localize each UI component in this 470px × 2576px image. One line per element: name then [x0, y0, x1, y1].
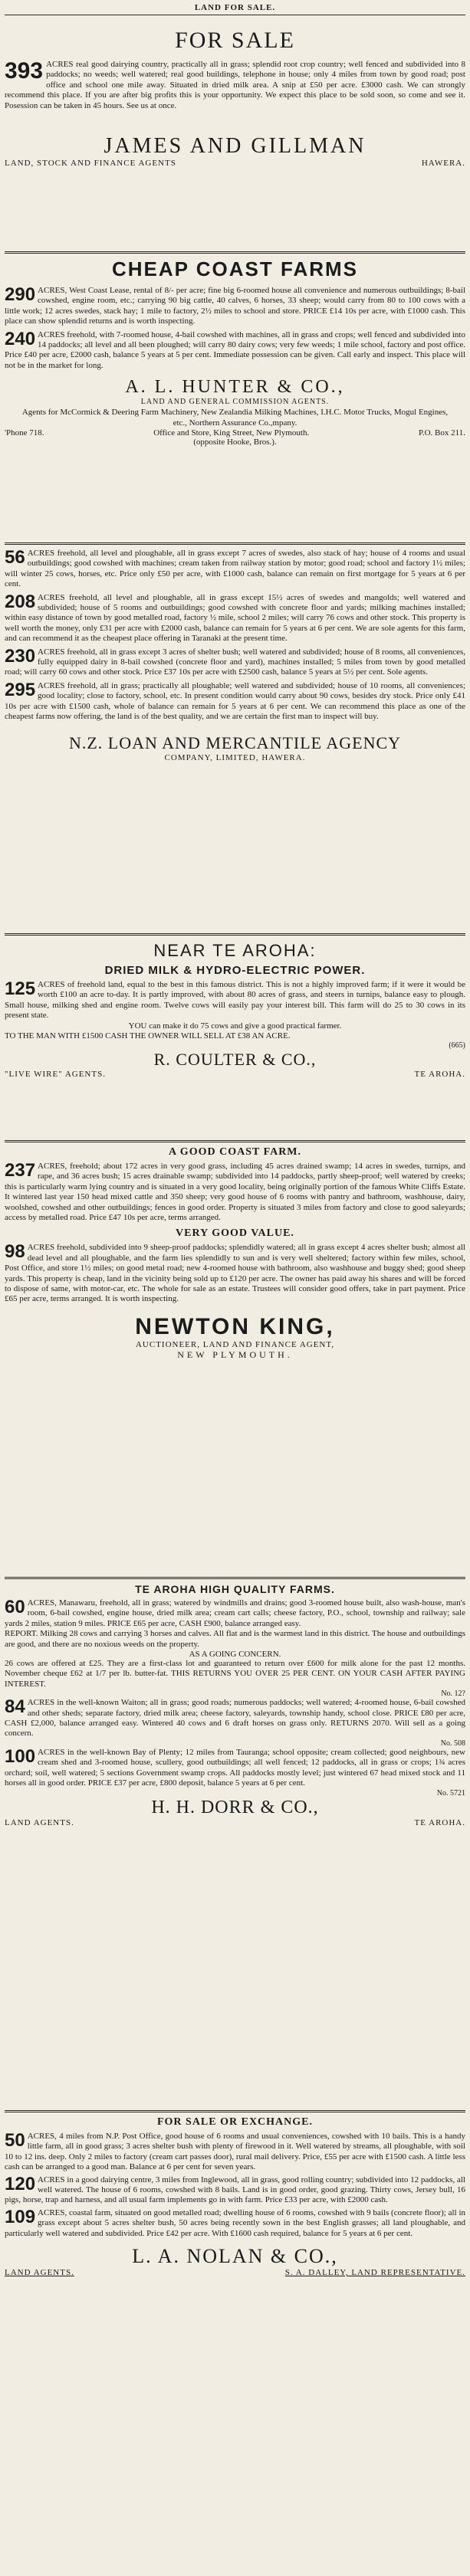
divider [5, 1140, 465, 1142]
ad-text [5, 60, 465, 111]
ad-body: ACRES real good dairying country, practically all in grass; splendid root crop country; well fenced and subdivided into 8 paddocks; no weeds; well watered; real good buildings, telephone in house; only 4 miles from town by good road; post office and school one mile away. Situated in dried milk area. A snip at £50 per acre. £3000 cash. We can strongly recommend this place. If you are after big profits this is your opportunity. We expect this place to be sold soon, so come and see it. Posession can be taken in 45 hours. See us at once. [5, 60, 465, 110]
ad-ref: (665) [449, 1041, 465, 1050]
ad-body: ACRES freehold, with 7-roomed house, 4-bail cowshed with machines, all in grass and crops; well fenced and subdivided into 14 paddocks; all level and all been ploughed; will carry 80 dairy cows; very few weeds; 1 mile school, factory and post office. Price £40 per acre, £2000 cash, balance 5 years at 5 per cent. Immediate possession can be given. Call early and inspect. This place will not be in the market for long. [5, 329, 465, 370]
ad-ref: No. 508 [440, 1739, 465, 1748]
ad-report: REPORT. Milking 28 cows and carrying 3 horses and calves. All flat and is the warmest land in this district. The house and outbuildings are good, and there are no noxious weeds on the property. [5, 1629, 465, 1649]
ad-body: ACRES in a good dairying centre, 3 miles from Inglewood, all in grass, good rolling country; subdivided into 12 paddocks, all well watered. The house of 6 rooms, cowshed with 8 bails. Land is in good order, good grazing. Thirty cows, Jersey bull, 16 pigs, horse, trap and harness, and all usual farm implements go in with farm. Price £33 per acre, with £2000 cash. [5, 2175, 465, 2205]
ad-body: ACRES, West Coast Lease, rental of 8/- per acre; fine big 6-roomed house all convenience and numerous outbuildings; 8-bail cowshed, engine room, etc.; carrying 90 big cattle, 40 calves, 6 horses, 33 sheep; would carry from 80 to 100 cows with a little work; 12 acres swedes, stack hay; 1 mile to factory, 2½ miles to school and store. PRICE £14 10s per acre, with £1000 cash. This place can show splendid returns and is worth inspecting. [5, 286, 465, 326]
acreage-number: 125 [5, 978, 36, 999]
ad-newton-king [5, 1146, 465, 1361]
ad-subheading: AS A GOING CONCERN. [189, 1650, 281, 1660]
ad-body: ACRES freehold, subdivided into 9 sheep-proof paddocks; splendidly watered; all in grass except 4 acres shelter bush; almost all dead level and all ploughable, and the farm lies splendidly to sun and is very well sheltered; factory within few miles, school, Post Office, and store 1½ miles; on good metal road; new 4-roomed house with bathroom, also washhouse and buggy shed; good sheep yards. This property is cheap, land in the vicinity being sold up to £120 per acre. The owner has paid away his shares and will be forced to dispose of same, with motor-car, etc. The whole for sale as an estate. Trustees will consider good offers, take in part payment. Price £65 per acre, terms arranged. It is worth inspecting. [5, 1243, 465, 1304]
ad-text [5, 1745, 465, 1789]
ad-text [5, 647, 465, 678]
contact-row [5, 428, 465, 438]
acreage-number: 120 [5, 2173, 36, 2194]
agent-town: NEW PLYMOUTH. [177, 1349, 293, 1360]
agent-name: L. A. NOLAN & CO., [132, 2245, 338, 2268]
agent-town: TE AROHA. [414, 1817, 465, 1827]
ad-heading: FOR SALE OR EXCHANGE. [156, 2116, 314, 2128]
acreage-number: 290 [5, 284, 36, 305]
ad-line: YOU can make it do 75 cows and give a good practical farmer. [128, 1021, 342, 1031]
po-box: P.O. Box 211. [418, 428, 465, 438]
ad-coulter [5, 941, 465, 1079]
ad-text [5, 549, 465, 590]
agent-subline [5, 1818, 465, 1827]
agent-role: "LIVE WIRE" AGENTS. [5, 1070, 106, 1080]
section-header [5, 0, 465, 15]
ad-body: ACRES in the well-known Waiton; all in grass; good roads; numerous paddocks; well watered; 4-roomed house, 6-bail cowshed and other sheds; separate factory, dried milk area; cheese factory, saleyards, township handy, school close. PRICE £80 per acre, CASH £2,000, balance arranged easy. Wintered 40 cows and 6 draft horses on grass only. RETURNS 2070. Will sell as a going concern. [5, 1698, 465, 1739]
acreage-number: 109 [5, 2206, 36, 2227]
acreage-number: 295 [5, 679, 36, 700]
agent-subline: LAND AND GENERAL COMMISSION AGENTS. [140, 398, 330, 407]
ad-heading: VERY GOOD VALUE. [176, 1227, 294, 1240]
agent-subline: COMPANY, LIMITED, HAWERA. [164, 752, 306, 762]
divider [5, 1577, 465, 1579]
ad-text [5, 1698, 465, 1739]
ad-nz-loan [5, 549, 465, 762]
ad-text [5, 1162, 465, 1223]
agent-subline [5, 1070, 465, 1079]
acreage-number: 60 [5, 1597, 25, 1617]
ad-body: ACRES freehold, all in grass except 3 acres of shelter bush; well watered and subdivided; house of 8 rooms, all conveniences, fully equipped dairy in 8-bail cowshed (concrete floor and yard), machines installed; 5 miles from town by good metalled road; will carry 60 cows and other stock. Price £37 10s per acre with £2500 cash, balance 5 years at 5½ per cent. Sole agents. [5, 647, 465, 677]
agent-name: H. H. DORR & CO., [151, 1797, 319, 1817]
agent-subline [5, 159, 465, 168]
ad-hunter [5, 257, 465, 447]
acreage-number: 84 [5, 1696, 25, 1718]
acreage-number: 230 [5, 645, 36, 667]
opposite-note: (opposite Hooke, Bros.). [193, 438, 277, 447]
ad-text [5, 2208, 465, 2239]
acreage-number: 56 [5, 547, 25, 568]
ad-text [5, 286, 465, 327]
agent-name: A. L. HUNTER & CO., [125, 377, 345, 398]
ad-heading: NEAR TE AROHA: [153, 941, 317, 960]
divider [5, 542, 465, 545]
divider [5, 2110, 465, 2112]
ad-text [5, 681, 465, 723]
agent-representative: S. A. DALLEY, LAND REPRESENTATIVE. [284, 2268, 465, 2278]
acreage-number: 50 [5, 2130, 25, 2151]
ad-dorr [5, 1583, 465, 1827]
ad-nolan [5, 2116, 465, 2277]
ad-text [5, 1243, 465, 1304]
ad-heading: CHEAP COAST FARMS [112, 257, 358, 280]
acreage-number: 393 [5, 58, 44, 84]
acreage-number: 240 [5, 328, 36, 349]
agent-subline [5, 2268, 465, 2277]
agents-for: Agents for McCormick & Deering Farm Machinery, New Zealandia Milking Machines, I.H.C. Motor Trucks, Mogul Engines, etc., Northern Assurance Co.,mpany. [21, 408, 449, 428]
agent-name: R. COULTER & CO., [153, 1050, 317, 1070]
acreage-number: 100 [5, 1745, 36, 1767]
ad-text [5, 330, 465, 372]
acreage-number: 208 [5, 591, 36, 612]
ad-body: ACRES freehold, all in grass; practically all ploughable; well watered and subdivided; house of 10 rooms, all conveniences; good locality; close to factory, school, etc. In present condition would carry about 90 cows, besides dry stock. Price only £41 10s per acre with £1500 cash, whole of balance can remain for 5 years at 6 per cent. We can recommend this place as one of the cheapest farms now offering, the land is of the best quality, and we are certain the first man to inspect will buy. [5, 680, 465, 722]
ad-body: ACRES of freehold land, equal to the best in this famous district. This is not a highly improved farm; if it were it would be worth £100 an acre to-day. It is partly improved, with about 80 acres of grass, and steers in turnips, balance easy to plough. Small house, milking shed and engine room. Twelve cows will easily pay your interest bill. This farm will do 25 to 30 cows in its present state. [5, 980, 465, 1021]
phone: 'Phone 718. [5, 428, 44, 438]
ad-text: 26 cows are offered at £25. They are a first-class lot and guaranteed to return over £600 for milk alone for the past 12 months. November cheque £62 at 1/7 per lb. butter-fat. THIS RETURNS YOU OVER 25 PER CENT. ON YOUR CASH AFTER PAYING INTEREST. [5, 1659, 465, 1689]
acreage-number: 98 [5, 1241, 25, 1263]
ad-body: ACRES in the well-known Bay of Plenty; 12 miles from Tauranga; school opposite; cream collected; good neighbours, new cream shed and 3-roomed house, scullery, good outbuildings; all well fenced; 12 paddocks, all in grass or crops; 1¾ acres orchard; soil, well watered; 5 sections Government swamp crops. All paddocks mostly level; just wintered 67 head mixed stock and 11 horses all in good order. PRICE £37 per acre, £800 deposit, balance 5 years at 6 per cent. [5, 1747, 465, 1788]
ad-body: ACRES freehold, all level and ploughable, all in grass except 15½ acres of swedes and mangolds; well watered and subdivided; house of 5 rooms and outbuildings; good cowshed with concrete floor and yards; milking machines installed; within easy distance of town by good metalled road, factory ½ mile, school 2 miles; will carry 76 cows and other stock. This property is well worth the money, only £31 per acre with £2000 cash, balance can remain for 5 years at 6 per cent. We are sole agents for this farm, and can recommend it as the cheapest place offering in Taranaki at the present time. [5, 592, 465, 644]
ad-text [5, 593, 465, 644]
ad-body: ACRES freehold, all level and ploughable, all in grass except 7 acres of swedes, also stack of hay; house of 4 rooms and usual outbuildings; good cowshed with machines; cream taken from railway station by motor; good road; school and factory 1½ miles; will winter 25 cows, horses, etc. Price only £50 per acre, with £1000 cash, balance can remain on first mortgage for 5 years at 6 per cent. [5, 549, 465, 589]
ad-ref: No. 12? [441, 1689, 465, 1699]
ad-james-gillman [5, 17, 465, 168]
ad-text [5, 980, 465, 1021]
ad-text [5, 2175, 465, 2206]
office: Office and Store, King Street, New Plymouth. [153, 428, 310, 438]
agent-role: LAND AGENTS. [5, 1817, 74, 1827]
ad-heading: TE AROHA HIGH QUALITY FARMS. [135, 1583, 335, 1595]
agent-town: HAWERA. [421, 159, 465, 169]
ad-subheading: DRIED MILK & HYDRO-ELECTRIC POWER. [104, 964, 366, 977]
divider [5, 251, 465, 254]
agent-name: N.Z. LOAN AND MERCANTILE AGENCY [68, 732, 402, 752]
divider [5, 933, 465, 936]
ad-text [5, 1598, 465, 1629]
ad-ref: No. 5721 [436, 1788, 465, 1798]
page-header: LAND FOR SALE. [194, 3, 276, 12]
acreage-number: 237 [5, 1160, 36, 1181]
agent-town: TE AROHA. [414, 1070, 465, 1080]
agent-role: LAND AGENTS. [5, 2268, 74, 2278]
agent-role: LAND, STOCK AND FINANCE AGENTS [5, 159, 176, 169]
agent-name: NEWTON KING, [135, 1313, 335, 1339]
ad-heading: A GOOD COAST FARM. [168, 1146, 302, 1158]
ad-line: TO THE MAN WITH £1500 CASH THE OWNER WILL SELL AT £38 AN ACRE. [5, 1031, 291, 1041]
ad-text [5, 2132, 465, 2173]
for-sale-heading: FOR SALE [175, 28, 295, 53]
ad-body: ACRES, coastal farm, situated on good metalled road; dwelling house of 6 rooms, cowshed with 9 bails (concrete floor); all in grass except about 5 acres shelter bush, 50 acres being recently sown in the best English grasses; all land ploughable, and particularly well watered and subdivided. Price £42 per acre. With £1600 cash required, balance for 5 years at 6 per cent. [5, 2207, 465, 2238]
ad-body: ACRES, freehold; about 172 acres in very good grass, including 45 acres drained swamp; 14 acres in swedes, turnips, and rape, and 36 acres bush; 15 acres drainable swamp; subdivided into 14 paddocks, partly sheep-proof; well watered by creeks; this is particularly warm lying country and is situated in a very good locality, being originally portion of the famous White Cliffs Estate. It wintered last year 150 head mixed cattle and 350 sheep; very good house of 6 rooms with pantry and bathroom, washhouse, dairy, woolshed, cowshed and other outbuildings; fences in good order. Property is situated 3 miles from factory and close to good saleyards; access by metalled road. Price £47 10s per acre, terms arranged. [5, 1162, 465, 1223]
ad-body: ACRES, Manawaru, freehold, all in grass; watered by windmills and drains; good 3-roomed house built, also wash-house, man's room, 6-bail cowshed, engine house, dried milk area; cream cart calls; cheese factory, P.O., school, township and railway; sale yards 2 miles, station 9 miles. PRICE £65 per acre, CASH £900, balance arranged easy. [5, 1598, 465, 1628]
agent-subline: AUCTIONEER, LAND AND FINANCE AGENT, [135, 1339, 335, 1349]
agent-name: JAMES AND GILLMAN [104, 134, 366, 159]
ad-body: ACRES, 4 miles from N.P. Post Office, good house of 6 rooms and usual conveniences, cowshed with 10 bails. This is a handy little farm, all in good grass; 3 acres shelter bush with plenty of firewood in it. Well watered by streams, all ploughable, with soil 10 to 12 ins. deep. Only 2 miles to factory (cream cart passes door), rural mail delivery. Price, £55 per acre with £1500 cash. A little less cash can be arranged to a good man. Balance at 6 per cent for seven years. [5, 2132, 465, 2172]
